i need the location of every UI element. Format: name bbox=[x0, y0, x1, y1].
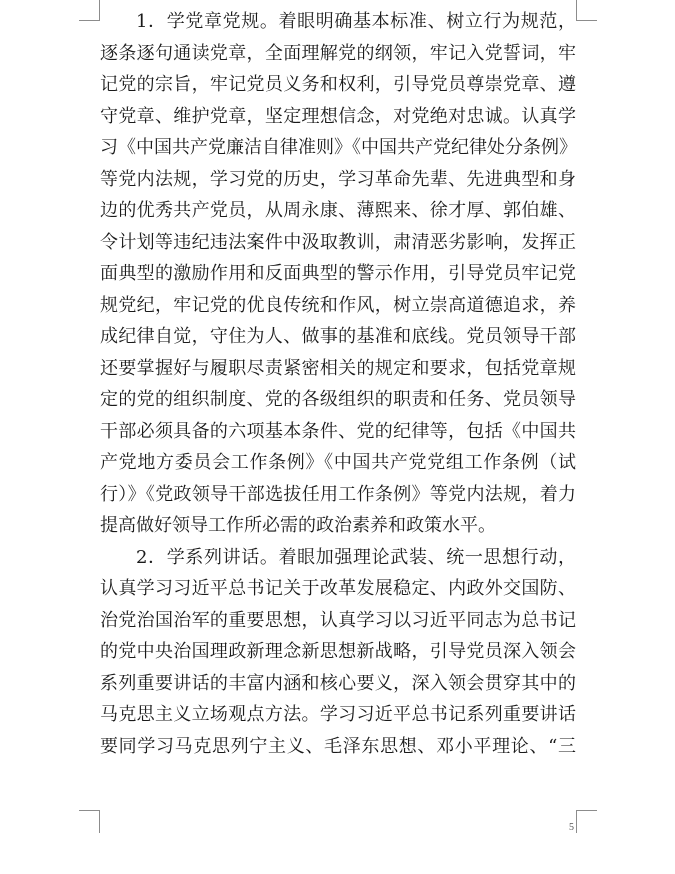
paragraph-1-line: 规党纪，牢记党的优良传统和作风，树立崇高道德追求，养 bbox=[100, 294, 576, 316]
paragraph-1-line: 1．学党章党规。着眼明确基本标准、树立行为规范， bbox=[136, 11, 576, 32]
paragraph-1-line: 提高做好领导工作所必需的政治素养和政策水平。 bbox=[100, 515, 496, 536]
paragraph-2-line: 马克思主义立场观点方法。学习习近平总书记系列重要讲话 bbox=[100, 704, 576, 725]
crop-mark-bottom-right bbox=[576, 810, 597, 833]
paragraph-1-line: 成纪律自觉，守住为人、做事的基准和底线。党员领导干部 bbox=[100, 326, 576, 347]
paragraph-2-line: 系列重要讲话的丰富内涵和核心要义，深入领会贯穿其中的 bbox=[100, 672, 576, 694]
body-text[interactable] bbox=[100, 6, 576, 762]
paragraph-1-line: 还要掌握好与履职尽责紧密相关的规定和要求，包括党章规 bbox=[100, 357, 576, 379]
paragraph-1-line: 边的优秀共产党员，从周永康、薄熙来、徐才厚、郭伯雄、 bbox=[100, 200, 576, 221]
paragraph-1-line: 习《中国共产党廉洁自律准则》《中国共产党纪律处分条例》 bbox=[100, 137, 577, 158]
crop-mark-top-right bbox=[576, 0, 597, 21]
paragraph-1-line: 守党章、维护党章，坚定理想信念，对党绝对忠诚。认真学 bbox=[100, 105, 576, 127]
paragraph-2-line: 认真学习习近平总书记关于改革发展稳定、内政外交国防、 bbox=[100, 578, 576, 599]
paragraph-1-line: 令计划等违纪违法案件中汲取教训，肃清恶劣影响，发挥正 bbox=[100, 231, 576, 253]
crop-mark-bottom-left bbox=[79, 810, 100, 833]
page-number: 5 bbox=[569, 822, 574, 833]
paragraph-1-line: 面典型的激励作用和反面典型的警示作用，引导党员牢记党 bbox=[100, 263, 576, 284]
paragraph-1-line: 记党的宗旨，牢记党员义务和权利，引导党员尊崇党章、遵 bbox=[100, 74, 576, 95]
paragraph-1-line: 行）》《党政领导干部选拔任用工作条例》等党内法规，着力 bbox=[100, 483, 576, 505]
paragraph-2-line: 要同学习马克思列宁主义、毛泽东思想、邓小平理论、“三 bbox=[100, 735, 576, 757]
paragraph-2-line: 2．学系列讲话。着眼加强理论武装、统一思想行动， bbox=[136, 546, 576, 568]
paragraph-1-line: 干部必须具备的六项基本条件、党的纪律等，包括《中国共 bbox=[100, 420, 576, 442]
paragraph-1-line: 定的党的组织制度、党的各级组织的职责和任务、党员领导 bbox=[100, 389, 576, 410]
paragraph-1-line: 等党内法规，学习党的历史，学习革命先辈、先进典型和身 bbox=[100, 168, 576, 190]
paragraph-1-line: 产党地方委员会工作条例》《中国共产党党组工作条例（试 bbox=[100, 452, 576, 473]
paragraph-2-line: 的党中央治国理政新理念新思想新战略，引导党员深入领会 bbox=[100, 641, 576, 662]
paragraph-1-line: 逐条逐句通读党章，全面理解党的纲领，牢记入党誓词，牢 bbox=[100, 42, 576, 64]
crop-mark-top-left bbox=[79, 0, 100, 21]
paragraph-2-line: 治党治国治军的重要思想，认真学习以习近平同志为总书记 bbox=[100, 609, 576, 631]
